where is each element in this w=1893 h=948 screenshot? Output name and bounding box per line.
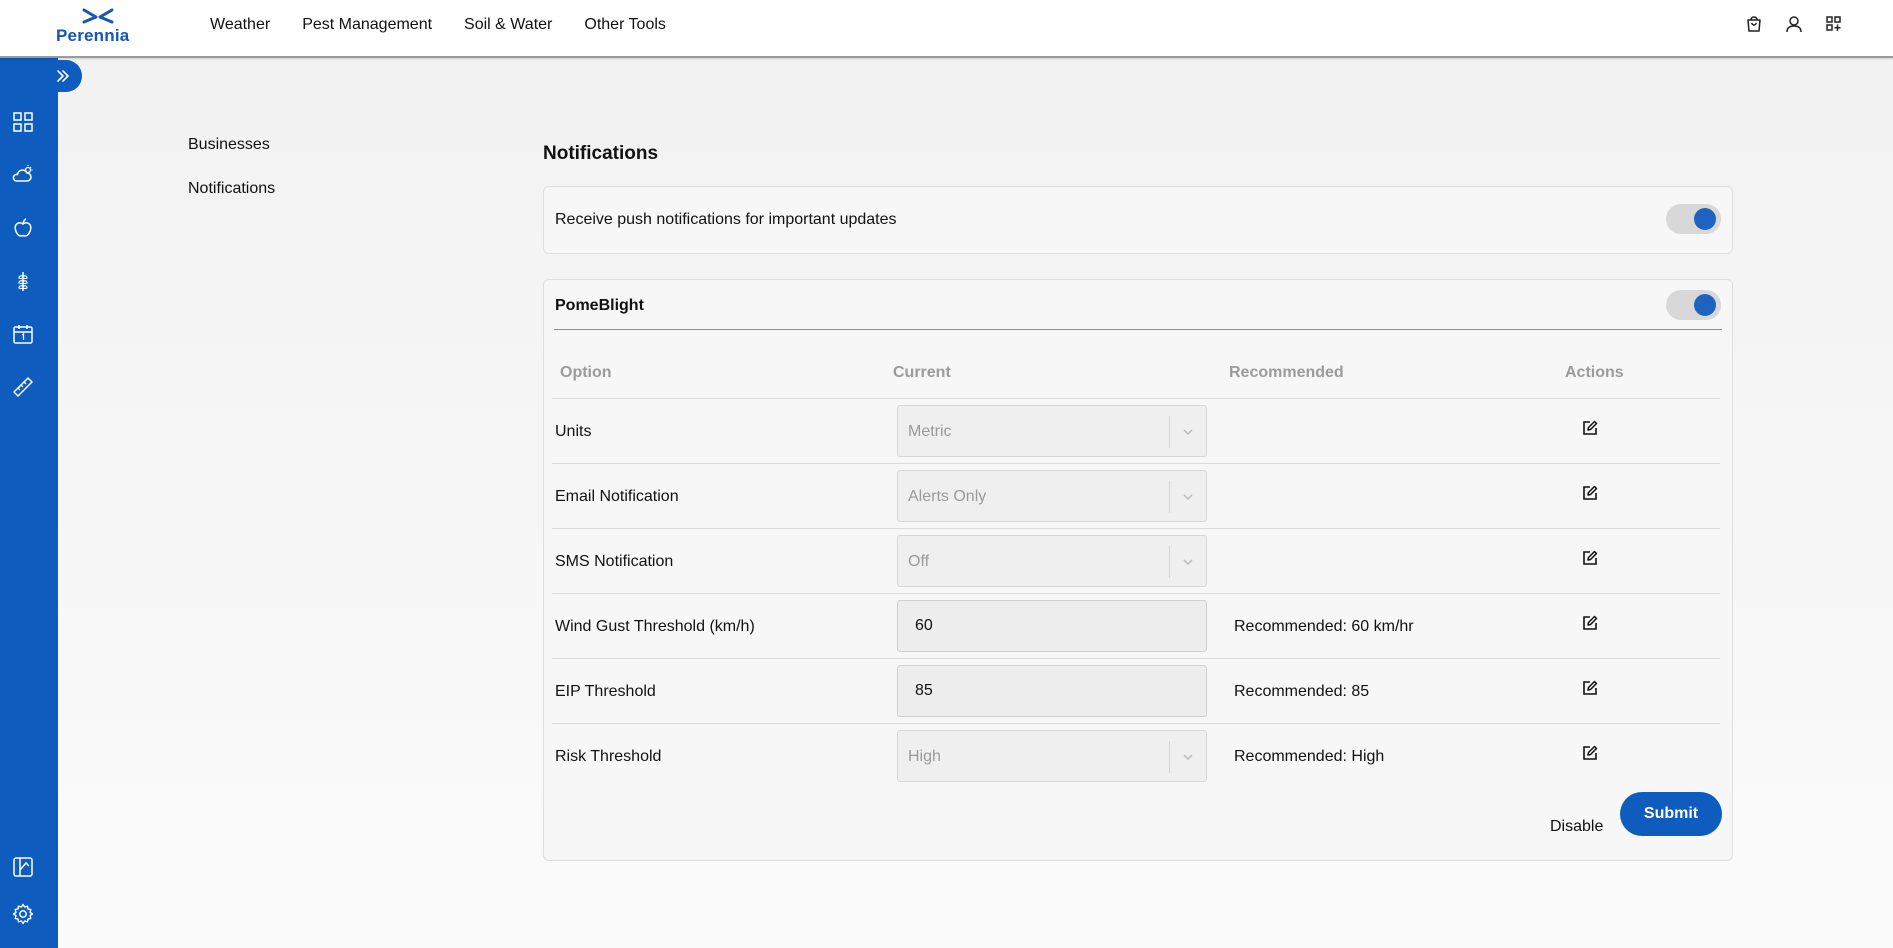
main-nav <box>210 16 666 34</box>
sms-notification-select[interactable] <box>897 535 1207 587</box>
units-select[interactable] <box>897 405 1207 457</box>
toggle-knob <box>1694 208 1716 230</box>
table-row <box>552 398 1720 463</box>
pomeblight-title: PomeBlight <box>555 297 644 314</box>
select-separator <box>1169 741 1170 773</box>
logo[interactable] <box>54 8 138 48</box>
weather-icon[interactable] <box>11 163 35 187</box>
sidebar <box>0 58 58 948</box>
push-notifications-label: Receive push notifications for important updates <box>555 211 897 228</box>
select-separator <box>1169 481 1170 513</box>
select-value: Off <box>908 553 930 570</box>
logo-mark-icon <box>82 8 114 24</box>
nav-other-tools[interactable]: Other Tools <box>584 16 666 33</box>
edit-icon[interactable] <box>1581 549 1599 567</box>
option-label: Wind Gust Threshold (km/h) <box>555 618 755 635</box>
push-notifications-card <box>543 186 1733 254</box>
option-label: SMS Notification <box>555 553 674 570</box>
select-separator <box>1169 416 1170 448</box>
table-row <box>552 723 1720 788</box>
pomeblight-toggle[interactable] <box>1666 290 1721 320</box>
table-row <box>552 593 1720 658</box>
nav-soil-water[interactable]: Soil & Water <box>464 16 553 33</box>
toggle-knob <box>1694 294 1716 316</box>
recommended-value: Recommended: 60 km/hr <box>1234 618 1414 635</box>
wheat-icon[interactable] <box>11 269 35 293</box>
sidebar-expand-button[interactable] <box>50 60 82 92</box>
table-row <box>552 528 1720 593</box>
edit-icon[interactable] <box>1581 419 1599 437</box>
table-row <box>552 658 1720 723</box>
subnav-notifications[interactable]: Notifications <box>188 180 276 197</box>
settings-subnav <box>188 136 275 224</box>
ruler-icon[interactable] <box>11 375 35 399</box>
edit-icon[interactable] <box>1581 484 1599 502</box>
top-navbar <box>0 0 1893 58</box>
push-notifications-toggle[interactable] <box>1666 204 1721 234</box>
column-header-current: Current <box>893 364 951 381</box>
calendar-icon[interactable] <box>11 322 35 346</box>
option-label: EIP Threshold <box>555 683 656 700</box>
column-header-recommended: Recommended <box>1229 364 1344 381</box>
gear-icon[interactable] <box>11 902 35 926</box>
chevron-down-icon <box>1182 426 1194 438</box>
disable-button[interactable]: Disable <box>1550 818 1604 835</box>
nav-weather[interactable]: Weather <box>210 16 271 33</box>
double-chevron-right-icon <box>56 69 70 83</box>
dashboard-icon[interactable] <box>11 110 35 134</box>
select-separator <box>1169 546 1170 578</box>
table-row <box>552 463 1720 528</box>
select-value: High <box>908 748 941 765</box>
top-icons <box>1745 15 1843 33</box>
chevron-down-icon <box>1182 556 1194 568</box>
nav-pest-management[interactable]: Pest Management <box>302 16 433 33</box>
edit-icon[interactable] <box>1581 744 1599 762</box>
layers-icon[interactable] <box>11 855 35 879</box>
option-label: Risk Threshold <box>555 748 662 765</box>
chevron-down-icon <box>1182 491 1194 503</box>
page-title: Notifications <box>543 143 659 164</box>
select-value: Metric <box>908 423 952 440</box>
edit-icon[interactable] <box>1581 679 1599 697</box>
chevron-down-icon <box>1182 751 1194 763</box>
apps-icon[interactable] <box>1825 15 1843 33</box>
recommended-value: Recommended: 85 <box>1234 683 1370 700</box>
recommended-value: Recommended: High <box>1234 748 1385 765</box>
edit-icon[interactable] <box>1581 614 1599 632</box>
eip-threshold-input[interactable] <box>897 665 1207 717</box>
column-header-option: Option <box>560 364 612 381</box>
cart-icon[interactable] <box>1745 15 1763 33</box>
option-label: Email Notification <box>555 488 679 505</box>
option-label: Units <box>555 423 592 440</box>
submit-button[interactable]: Submit <box>1620 792 1722 836</box>
select-value: Alerts Only <box>908 488 987 505</box>
email-notification-select[interactable] <box>897 470 1207 522</box>
column-header-actions: Actions <box>1565 364 1624 381</box>
apple-icon[interactable] <box>11 216 35 240</box>
risk-threshold-select[interactable] <box>897 730 1207 782</box>
subnav-businesses[interactable]: Businesses <box>188 136 270 153</box>
divider <box>554 329 1722 330</box>
user-icon[interactable] <box>1785 15 1803 33</box>
logo-text: Perennia <box>56 26 130 45</box>
wind-gust-threshold-input[interactable] <box>897 600 1207 652</box>
pomeblight-card <box>543 279 1733 861</box>
